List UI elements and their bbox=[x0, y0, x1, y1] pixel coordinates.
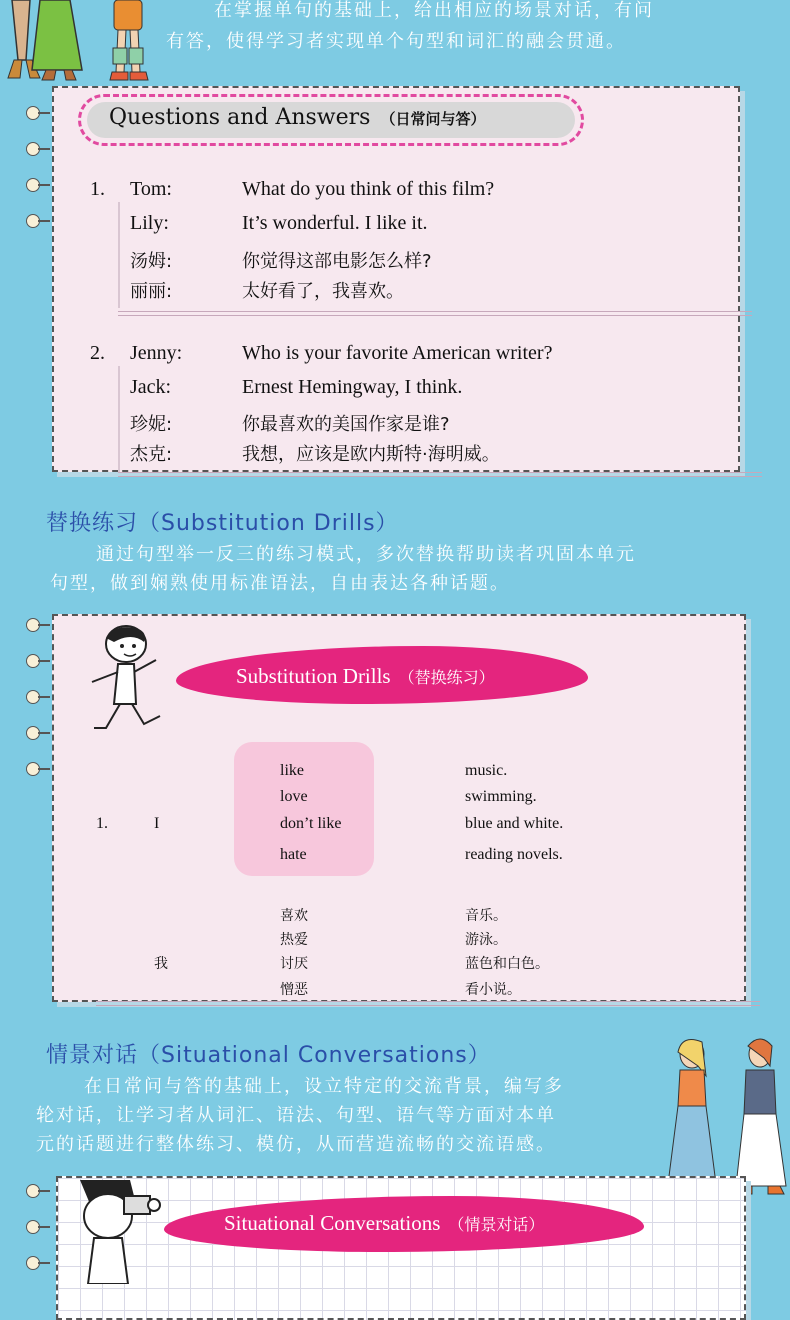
binder-ring bbox=[26, 726, 40, 740]
drill-object-cn: 蓝色和白色。 bbox=[465, 956, 549, 972]
drills-separator bbox=[96, 1001, 760, 1006]
speaker: 珍妮: bbox=[130, 414, 173, 435]
binder-ring bbox=[26, 142, 40, 156]
drill-object: music. bbox=[465, 762, 508, 779]
dialog-text: Ernest Hemingway, I think. bbox=[242, 376, 463, 398]
dialog-separator bbox=[118, 311, 752, 316]
qa-title bbox=[109, 105, 485, 130]
dialog-text: It’s wonderful. I like it. bbox=[242, 212, 428, 234]
dialog-text: 太好看了，我喜欢。 bbox=[242, 281, 404, 302]
binder-ring bbox=[26, 762, 40, 776]
dialog-separator bbox=[118, 472, 762, 477]
drill-subject: I bbox=[154, 815, 160, 832]
binder-ring bbox=[26, 1256, 40, 1270]
drill-object: blue and white. bbox=[465, 815, 564, 832]
people-illustration bbox=[0, 0, 160, 85]
speaker: Jack: bbox=[130, 376, 172, 398]
speaker: 丽丽: bbox=[130, 281, 173, 302]
drill-object-cn: 游泳。 bbox=[465, 932, 507, 948]
photographer-illustration bbox=[70, 1178, 166, 1284]
situational-intro-line-3: 元的话题进行整体练习、模仿，从而营造流畅的交流语感。 bbox=[36, 1134, 556, 1155]
drills-intro-line-1: 通过句型举一反三的练习模式，多次替换帮助读者巩固本单元 bbox=[96, 544, 636, 565]
drill-verb-cn: 喜欢 bbox=[280, 908, 308, 924]
speaker: Jenny: bbox=[130, 342, 183, 364]
drill-object-cn: 音乐。 bbox=[465, 908, 507, 924]
drill-object: reading novels. bbox=[465, 846, 563, 863]
situational-banner-en: Situational Conversations bbox=[224, 1211, 441, 1235]
dialog-text: 你觉得这部电影怎么样? bbox=[242, 251, 432, 272]
runner-illustration bbox=[84, 624, 168, 744]
drill-subject-cn: 我 bbox=[154, 956, 168, 972]
situational-intro-line-2: 轮对话，让学习者从词汇、语法、句型、语气等方面对本单 bbox=[36, 1105, 556, 1126]
situational-section-title: 情景对话（Situational Conversations） bbox=[46, 1043, 491, 1068]
drill-verb: don’t like bbox=[280, 815, 342, 832]
drill-object-cn: 看小说。 bbox=[465, 982, 521, 998]
situational-banner-cn: （情景对话） bbox=[448, 1215, 545, 1234]
speaker: Tom: bbox=[130, 178, 172, 200]
dialog-text: Who is your favorite American writer? bbox=[242, 342, 553, 364]
drill-verb: like bbox=[280, 762, 304, 779]
qa-title-en: Questions and Answers bbox=[109, 105, 371, 130]
dialog-text: What do you think of this film? bbox=[242, 178, 495, 200]
qa-title-pill bbox=[78, 94, 584, 146]
drills-intro-line-2: 句型，做到娴熟使用标准语法，自由表达各种话题。 bbox=[50, 573, 510, 594]
qa-title-cn: （日常问与答） bbox=[380, 110, 486, 128]
binder-ring bbox=[26, 1220, 40, 1234]
binder-ring bbox=[26, 654, 40, 668]
situational-intro-line-1: 在日常问与答的基础上，设立特定的交流背景，编写多 bbox=[84, 1076, 564, 1097]
dialog-bar bbox=[118, 202, 120, 308]
drill-verb-cn: 讨厌 bbox=[280, 956, 308, 972]
dialog-bar bbox=[118, 366, 120, 472]
binder-ring bbox=[26, 618, 40, 632]
intro-line-2: 有答，使得学习者实现单个句型和词汇的融会贯通。 bbox=[166, 31, 626, 52]
dialog-text: 你最喜欢的美国作家是谁? bbox=[242, 414, 450, 435]
speaker: Lily: bbox=[130, 212, 169, 234]
drill-verb: love bbox=[280, 788, 308, 805]
drill-number: 1. bbox=[96, 815, 108, 832]
binder-ring bbox=[26, 106, 40, 120]
drill-verb: hate bbox=[280, 846, 307, 863]
dialog-text: 我想，应该是欧内斯特·海明威。 bbox=[242, 444, 500, 465]
binder-ring bbox=[26, 178, 40, 192]
drill-verb-cn: 热爱 bbox=[280, 932, 308, 948]
drills-banner-cn: （替换练习） bbox=[398, 668, 495, 687]
dialog-number: 1. bbox=[90, 178, 105, 200]
drills-section-title: 替换练习（Substitution Drills） bbox=[46, 511, 399, 536]
drills-banner-en: Substitution Drills bbox=[236, 664, 391, 688]
speaker: 杰克: bbox=[130, 444, 173, 465]
binder-ring bbox=[26, 1184, 40, 1198]
dialog-number: 2. bbox=[90, 342, 105, 364]
drill-object: swimming. bbox=[465, 788, 537, 805]
situational-banner-text bbox=[224, 1211, 544, 1236]
intro-line-1: 在掌握单句的基础上，给出相应的场景对话，有问 bbox=[214, 0, 654, 21]
binder-ring bbox=[26, 690, 40, 704]
drill-verb-cn: 憎恶 bbox=[280, 982, 308, 998]
binder-ring bbox=[26, 214, 40, 228]
speaker: 汤姆: bbox=[130, 251, 173, 272]
drills-banner-text bbox=[236, 664, 495, 689]
